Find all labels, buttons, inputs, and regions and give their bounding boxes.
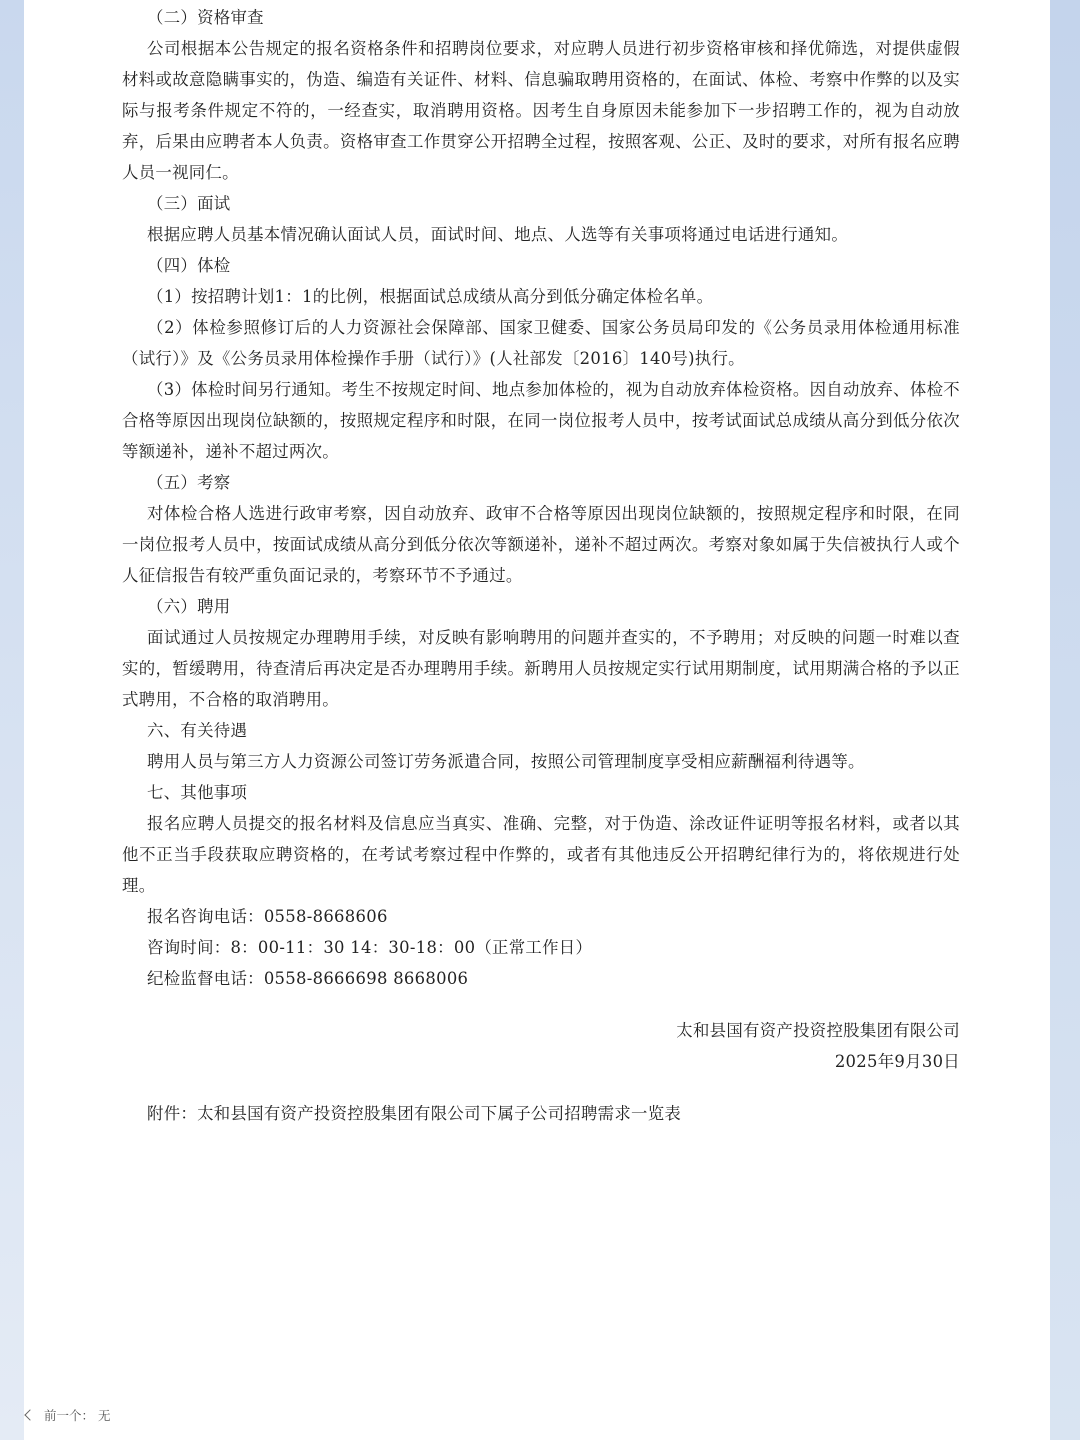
document-page bbox=[24, 0, 1050, 1440]
paragraph-interview: 根据应聘人员基本情况确认面试人员，面试时间、地点、人选等有关事项将通过电话进行通知。 bbox=[147, 225, 849, 244]
supervision-phone: 纪检监督电话：0558-8666698 8668006 bbox=[147, 969, 469, 988]
section-heading-inspection: （五）考察 bbox=[147, 473, 231, 492]
section-heading-medical: （四）体检 bbox=[147, 256, 231, 275]
contact-hours: 咨询时间：8：00-11：30 14：30-18：00（正常工作日） bbox=[147, 938, 593, 957]
paragraph-other-matters: 报名应聘人员提交的报名材料及信息应当真实、准确、完整，对于伪造、涂改证件证明等报名材料，或者以其他不正当手段获取应聘资格的，在考试考察过程中作弊的，或者有其他违反公开招聘纪律行为的，将依规进行处理。 bbox=[122, 814, 960, 895]
paragraph-qualification: 公司根据本公告规定的报名资格条件和招聘岗位要求，对应聘人员进行初步资格审核和择优筛选，对提供虚假材料或故意隐瞒事实的，伪造、编造有关证件、材料、信息骗取聘用资格的，在面试、体检、考察中作弊的以及实际与报考条件规定不符的，一经查实，取消聘用资格。因考生自身原因未能参加下一步招聘工作的，视为自动放弃，后果由应聘者本人负责。资格审查工作贯穿公开招聘全过程，按照客观、公正、及时的要求，对所有报名应聘人员一视同仁。 bbox=[122, 39, 960, 182]
paragraph-medical-item-3: （3）体检时间另行通知。考生不按规定时间、地点参加体检的，视为自动放弃体检资格。因自动放弃、体检不合格等原因出现岗位缺额的，按照规定程序和时限，在同一岗位报考人员中，按考试面试总成绩从高分到低分依次等额递补，递补不超过两次。 bbox=[122, 380, 960, 461]
signature-date: 2025年9月30日 bbox=[834, 1052, 960, 1071]
right-background-band bbox=[1050, 0, 1080, 1440]
previous-value: 无 bbox=[98, 1408, 111, 1423]
signature-organization: 太和县国有资产投资控股集团有限公司 bbox=[676, 1021, 960, 1040]
paragraph-inspection: 对体检合格人选进行政审考察，因自动放弃、政审不合格等原因出现岗位缺额的，按照规定程序和时限，在同一岗位报考人员中，按面试成绩从高分到低分依次等额递补，递补不超过两次。考察对象如属于失信被执行人或个人征信报告有较严重负面记录的，考察环节不予通过。 bbox=[122, 504, 960, 585]
part-heading-benefits: 六、有关待遇 bbox=[147, 721, 248, 740]
chevron-left-icon bbox=[24, 1409, 35, 1420]
paragraph-medical-item-2: （2）体检参照修订后的人力资源社会保障部、国家卫健委、国家公务员局印发的《公务员录用体检通用标准（试行）》及《公务员录用体检操作手册（试行）》(人社部发〔2016〕140号)执行。 bbox=[122, 318, 960, 368]
section-heading-employment: （六）聘用 bbox=[147, 597, 231, 616]
left-background-band bbox=[0, 0, 24, 1440]
attachment-note: 附件：太和县国有资产投资控股集团有限公司下属子公司招聘需求一览表 bbox=[147, 1104, 682, 1123]
paragraph-benefits: 聘用人员与第三方人力资源公司签订劳务派遣合同，按照公司管理制度享受相应薪酬福利待遇等。 bbox=[147, 752, 865, 771]
part-heading-other-matters: 七、其他事项 bbox=[147, 783, 248, 802]
section-heading-qualification: （二）资格审查 bbox=[147, 8, 264, 27]
paragraph-employment: 面试通过人员按规定办理聘用手续，对反映有影响聘用的问题并查实的，不予聘用；对反映的问题一时难以查实的，暂缓聘用，待查清后再决定是否办理聘用手续。新聘用人员按规定实行试用期制度，试用期满合格的予以正式聘用，不合格的取消聘用。 bbox=[122, 628, 960, 709]
document-body bbox=[122, 0, 960, 1129]
previous-article-link[interactable] bbox=[22, 1406, 111, 1424]
section-heading-interview: （三）面试 bbox=[147, 194, 231, 213]
paragraph-medical-item-1: （1）按招聘计划1：1的比例，根据面试总成绩从高分到低分确定体检名单。 bbox=[147, 287, 714, 306]
previous-label: 前一个： bbox=[44, 1408, 95, 1423]
contact-phone: 报名咨询电话：0558-8668606 bbox=[147, 907, 388, 926]
